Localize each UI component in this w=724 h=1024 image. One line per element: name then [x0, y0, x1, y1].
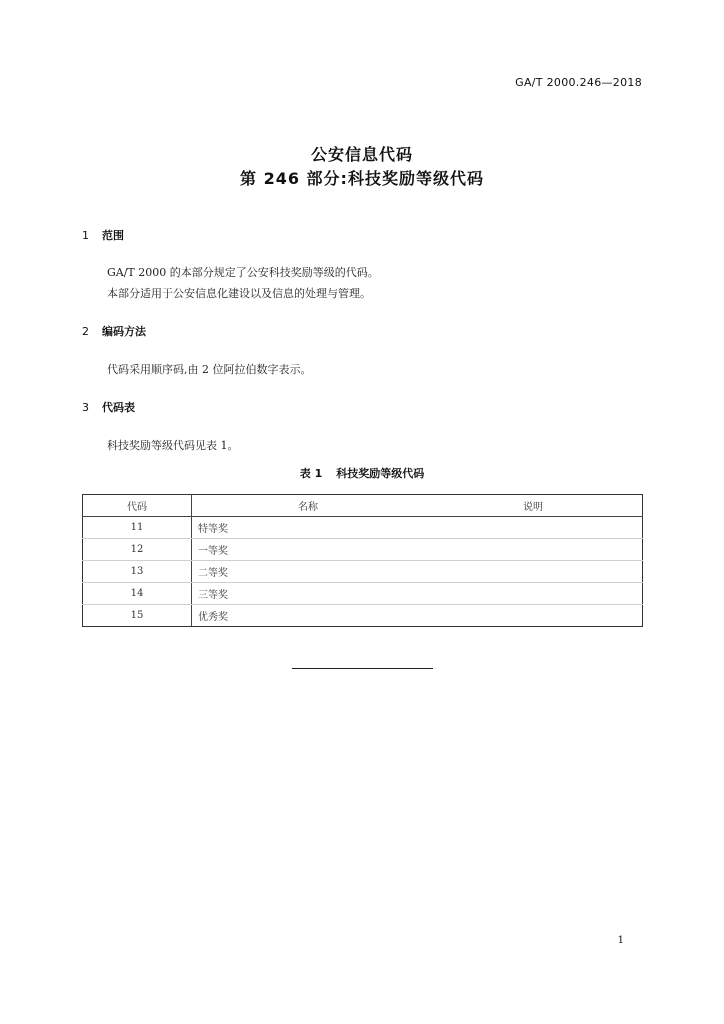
section-number: 2 — [82, 325, 89, 338]
table-row — [83, 539, 643, 561]
cell-name: 三等奖 — [192, 583, 425, 605]
standard-code: GA/T 2000.246—2018 — [515, 76, 642, 89]
section-number: 1 — [82, 229, 89, 242]
column-header-note: 说明 — [424, 495, 643, 517]
cell-note — [424, 539, 643, 561]
table-header-row — [83, 495, 643, 517]
document-title: 公安信息代码 — [310, 145, 413, 164]
cell-name: 一等奖 — [192, 539, 425, 561]
table-row — [83, 517, 643, 539]
paragraph: GA/T 2000 的本部分规定了公安科技奖励等级的代码。 — [107, 266, 379, 279]
cell-note — [424, 583, 643, 605]
cell-note — [424, 605, 643, 627]
table-caption — [0, 465, 724, 481]
section-heading-scope — [82, 227, 124, 243]
table-row — [83, 605, 643, 627]
paragraph: 科技奖励等级代码见表 1。 — [107, 439, 239, 452]
section-number: 3 — [82, 401, 89, 414]
paragraph: 代码采用顺序码,由 2 位阿拉伯数字表示。 — [107, 363, 312, 376]
cell-code: 12 — [83, 539, 192, 561]
table-caption-number: 表 1 — [299, 467, 323, 480]
cell-code: 14 — [83, 583, 192, 605]
column-header-code: 代码 — [83, 495, 192, 517]
table-row — [83, 561, 643, 583]
table-caption-title: 科技奖励等级代码 — [336, 467, 425, 480]
section-heading-coding-method — [82, 323, 146, 339]
cell-note — [424, 561, 643, 583]
cell-code: 11 — [83, 517, 192, 539]
page-number: 1 — [617, 935, 624, 946]
end-rule — [292, 668, 433, 669]
cell-code: 15 — [83, 605, 192, 627]
cell-name: 二等奖 — [192, 561, 425, 583]
cell-note — [424, 517, 643, 539]
section-heading-code-table — [82, 399, 135, 415]
column-header-name: 名称 — [192, 495, 425, 517]
table-row — [83, 583, 643, 605]
section-title: 代码表 — [102, 401, 135, 414]
section-title: 编码方法 — [102, 325, 146, 338]
code-table — [82, 494, 643, 627]
document-subtitle: 第 246 部分:科技奖励等级代码 — [240, 169, 484, 188]
paragraph: 本部分适用于公安信息化建设以及信息的处理与管理。 — [107, 287, 371, 300]
cell-code: 13 — [83, 561, 192, 583]
cell-name: 特等奖 — [192, 517, 425, 539]
section-title: 范围 — [102, 229, 124, 242]
cell-name: 优秀奖 — [192, 605, 425, 627]
